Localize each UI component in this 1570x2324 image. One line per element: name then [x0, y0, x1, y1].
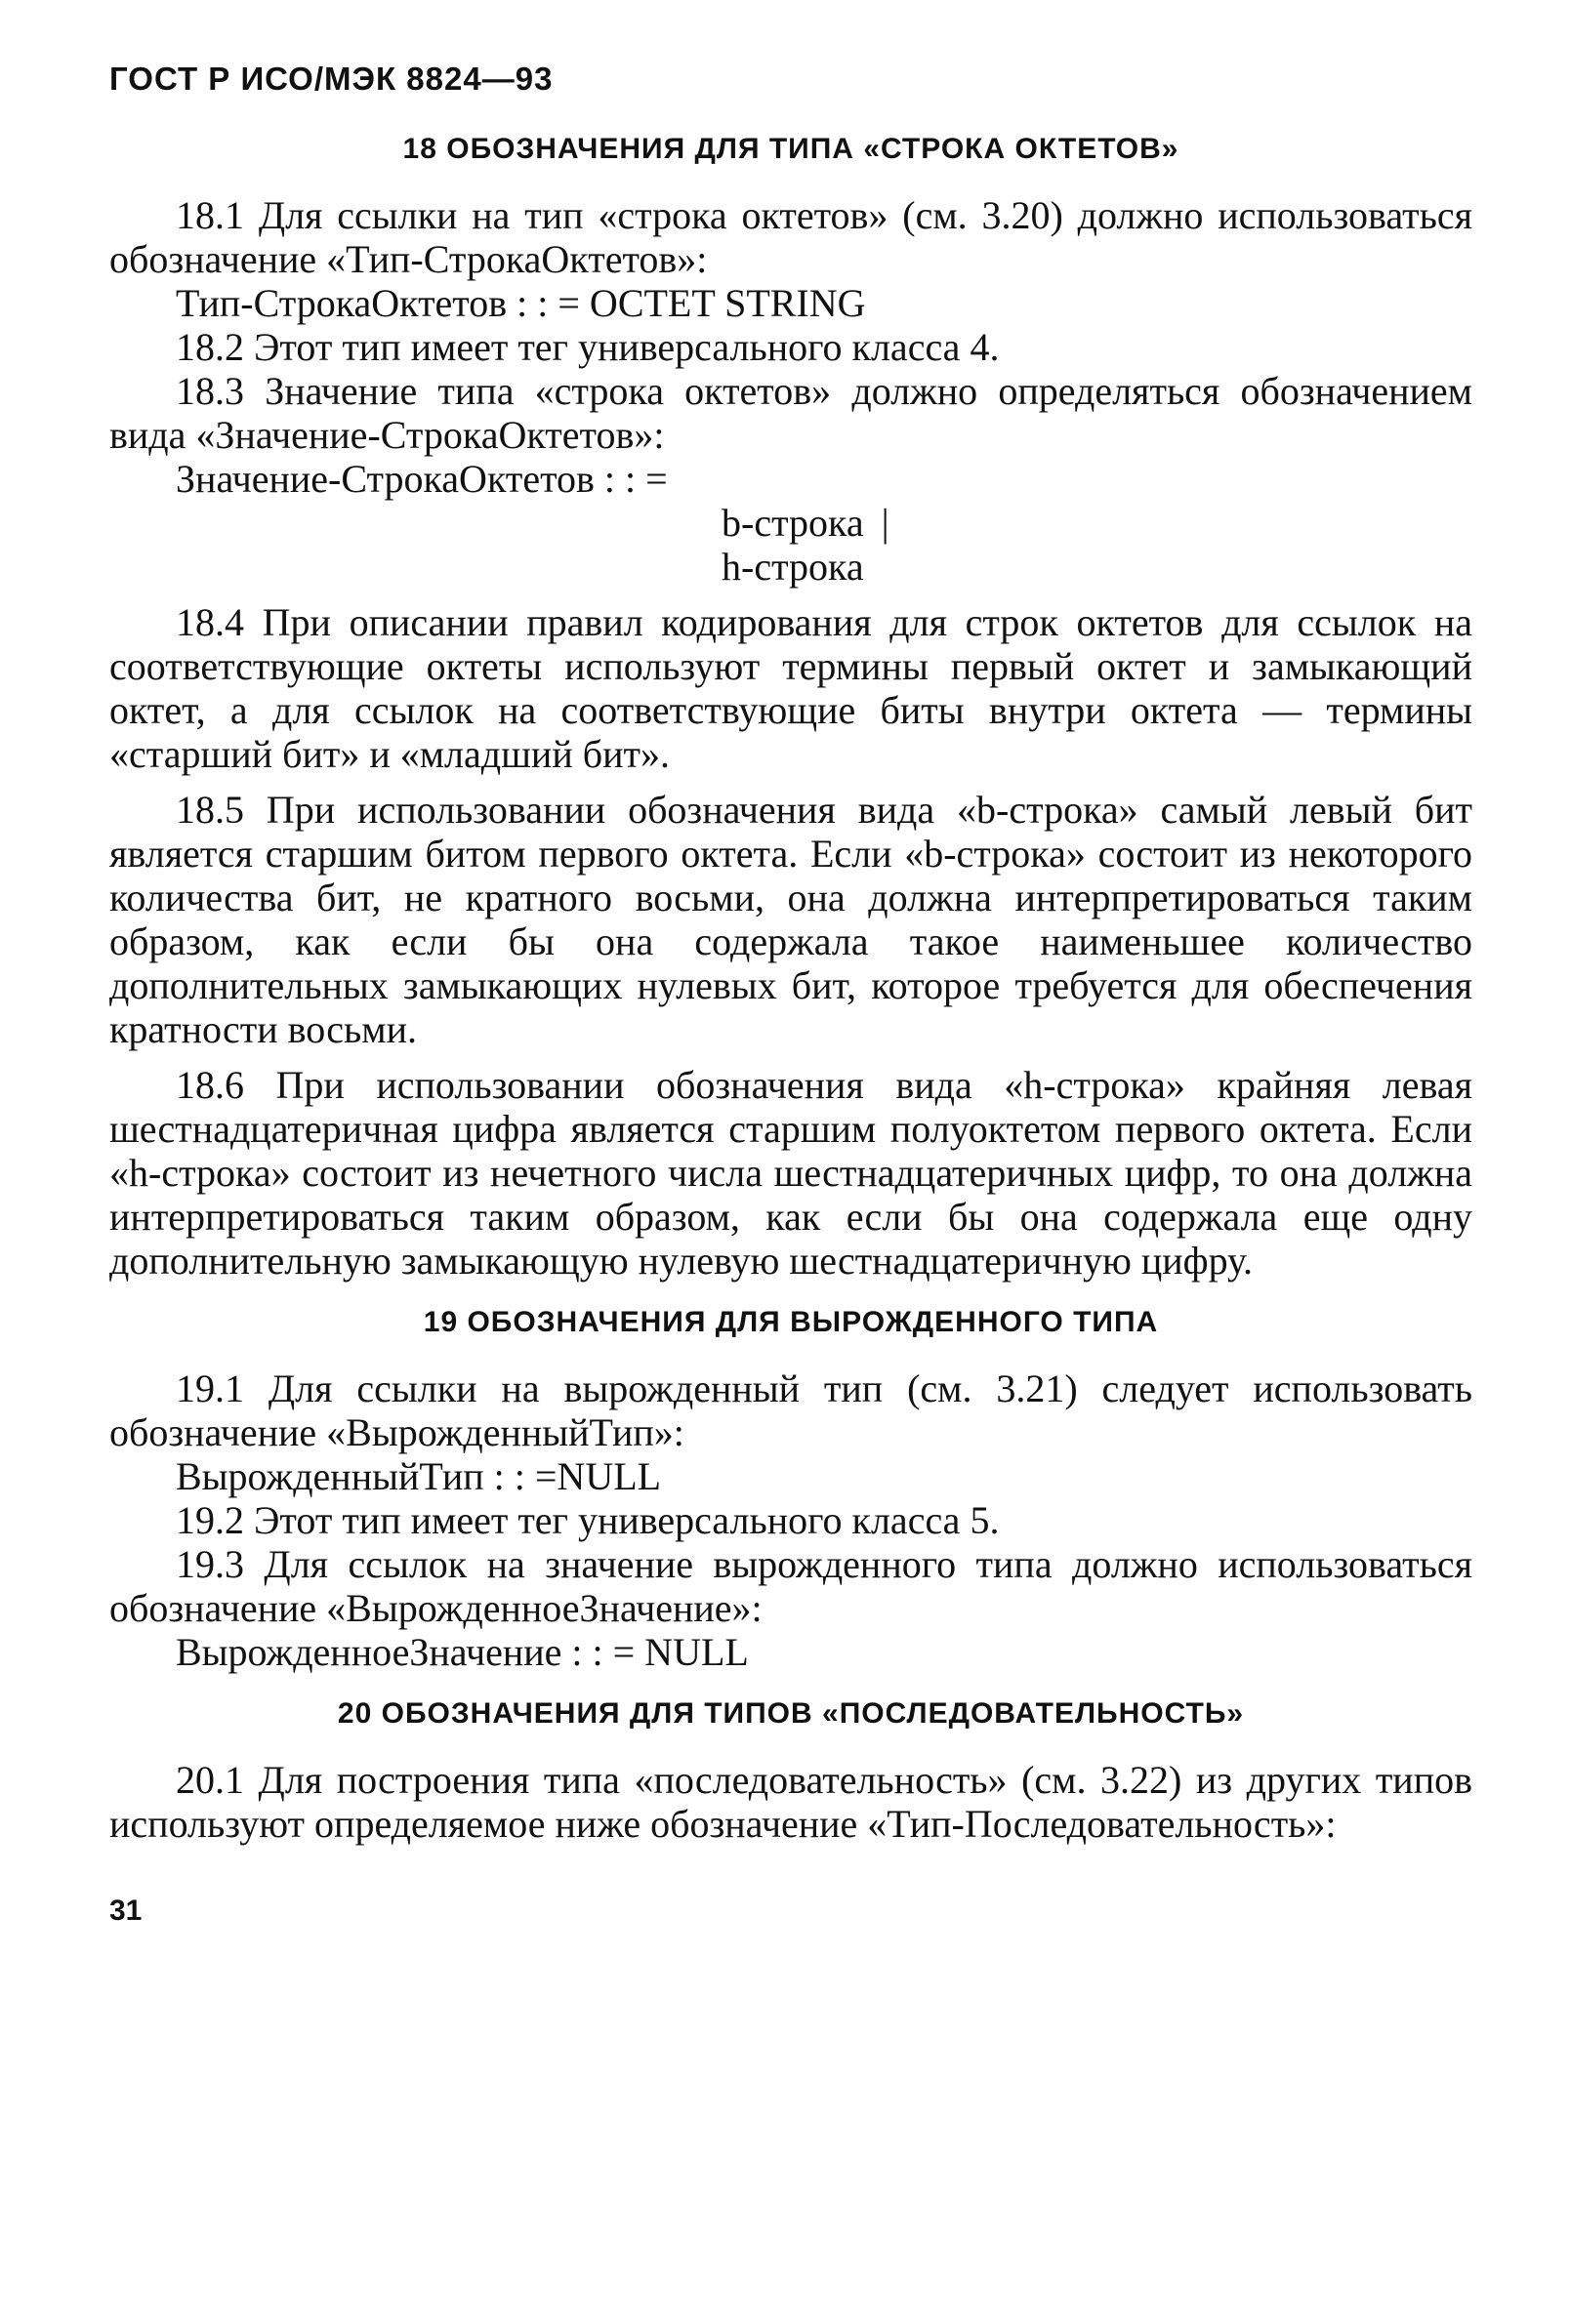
page-number: 31: [109, 1895, 143, 1927]
paragraph-19-3: 19.3 Для ссылок на значение вырожденного типа должно использоваться обозначение «ВырожденноеЗначение»:: [109, 1542, 1472, 1630]
paragraph-19-1: 19.1 Для ссылки на вырожденный тип (см. 3.21) следует использовать обозначение «ВырожденныйТип»:: [109, 1366, 1472, 1454]
alternative-bstring: [722, 501, 1472, 545]
paragraph-18-3: 18.3 Значение типа «строка октетов» должно определяться обозначением вида «Значение-СтрокаОктетов»:: [109, 369, 1472, 457]
code-null-type: ВырожденныйТип : : =NULL: [176, 1454, 662, 1498]
code-octet-string-value: Значение-СтрокаОктетов : : =: [176, 457, 668, 501]
paragraph-18-2: 18.2 Этот тип имеет тег универсального класса 4.: [176, 325, 1000, 369]
paragraph-18-1: 18.1 Для ссылки на тип «строка октетов» (см. 3.20) должно использоваться обозначение «Тип-СтрокаОктетов»:: [109, 193, 1472, 281]
paragraph-18-5: 18.5 При использовании обозначения вида «b-строка» самый левый бит является старшим битом первого октета. Если «b-строка» состоит из некоторого количества бит, не кратного восьми, она должна интерпретироваться таким образом, как если бы она содержала такое наименьшее количество дополнительных замыкающих нулевых бит, которое требуется для обеспечения кратности восьми.: [109, 788, 1472, 1051]
section-20-title: 20 ОБОЗНАЧЕНИЯ ДЛЯ ТИПОВ «ПОСЛЕДОВАТЕЛЬНОСТЬ»: [337, 1697, 1245, 1730]
document-page: [109, 61, 1472, 1928]
value-alternatives: [109, 501, 1472, 589]
paragraph-19-2: 19.2 Этот тип имеет тег универсального класса 5.: [176, 1498, 1000, 1542]
alternative-bstring-text: b-строка: [722, 501, 864, 545]
section-18-title: 18 ОБОЗНАЧЕНИЯ ДЛЯ ТИПА «СТРОКА ОКТЕТОВ»: [402, 133, 1179, 165]
code-null-value: ВырожденноеЗначение : : = NULL: [176, 1630, 749, 1674]
paragraph-20-1: 20.1 Для построения типа «последовательность» (см. 3.22) из других типов используют определяемое ниже обозначение «Тип-Последовательность»:: [109, 1758, 1472, 1846]
paragraph-18-6: 18.6 При использовании обозначения вида «h-строка» крайняя левая шестнадцатеричная цифра является старшим полуоктетом первого октета. Если «h-строка» состоит из нечетного числа шестнадцатеричных цифр, то она должна интерпретироваться таким образом, как если бы она содержала еще одну дополнительную замыкающую нулевую шестнадцатеричную цифру.: [109, 1063, 1472, 1283]
paragraph-18-4: 18.4 При описании правил кодирования для строк октетов для ссылок на соответствующие октеты используют термины первый октет и замыкающий октет, а для ссылок на соответствующие биты внутри октета — термины «старший бит» и «младший бит».: [109, 600, 1472, 776]
section-19-title: 19 ОБОЗНАЧЕНИЯ ДЛЯ ВЫРОЖДЕННОГО ТИПА: [423, 1306, 1159, 1338]
code-octet-string-type: Тип-СтрокаОктетов : : = OCTET STRING: [176, 281, 866, 325]
alternative-hstring: h-строка: [722, 545, 864, 589]
document-header: ГОСТ Р ИСО/МЭК 8824—93: [109, 61, 554, 97]
alternative-separator: |: [881, 501, 889, 545]
